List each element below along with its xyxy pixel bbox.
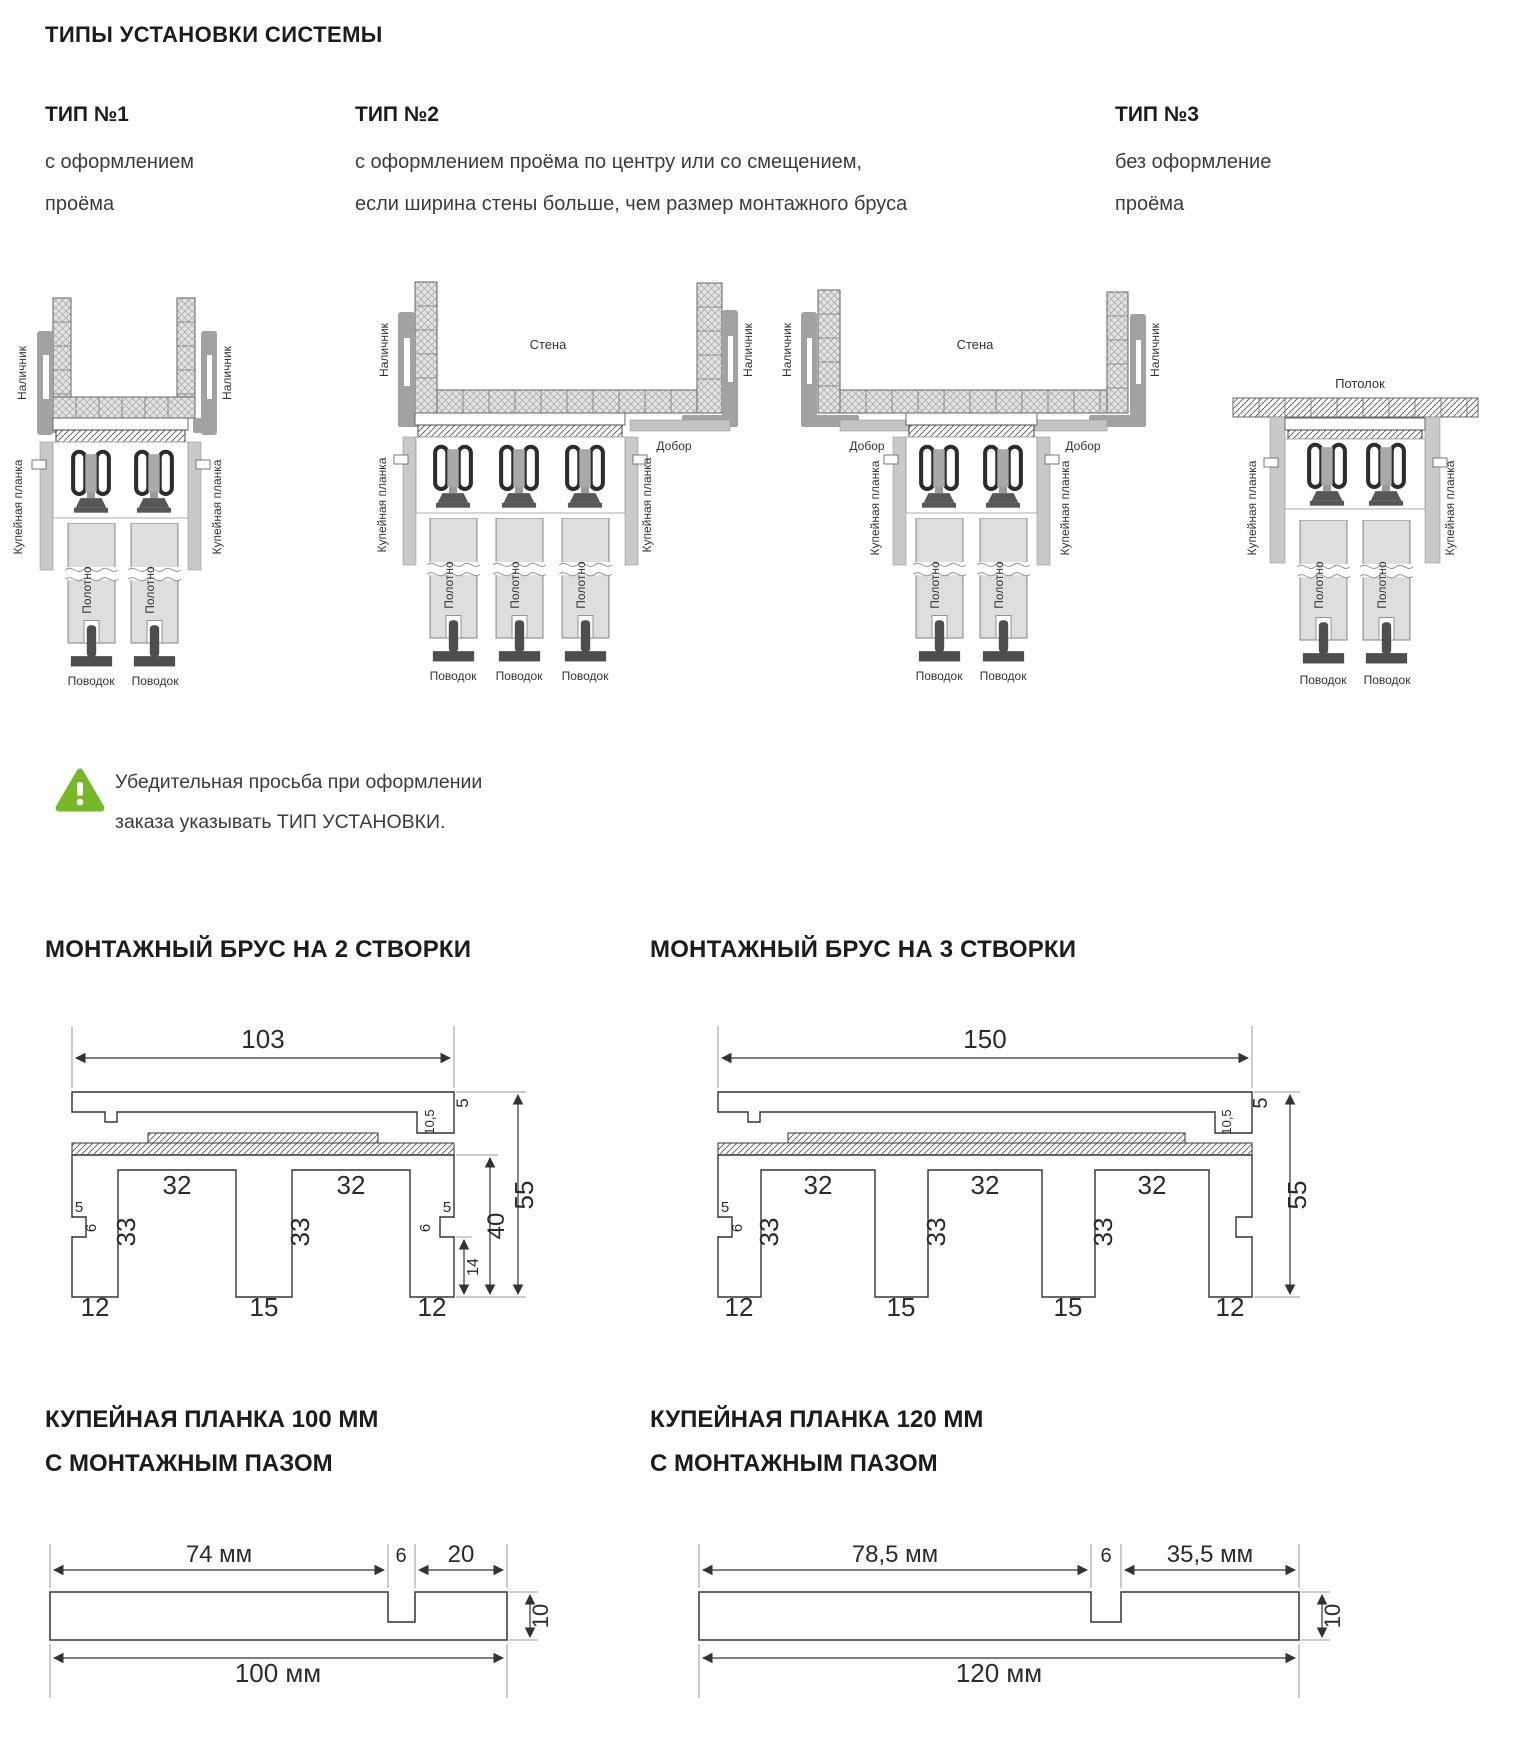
- plank-profile: [50, 1592, 507, 1640]
- track-assembly: [884, 413, 1059, 565]
- label-dobor: Добор: [656, 439, 692, 453]
- label-kupe-planka: Купейная планка: [375, 457, 389, 553]
- dim-seg2: 35,5 мм: [1166, 1541, 1254, 1568]
- dim-mid: 15: [249, 1292, 279, 1320]
- label-nalichnik: Наличник: [1148, 323, 1162, 377]
- warning-line-1: Убедительная просьба при оформлении: [115, 771, 483, 793]
- dimension-labels: [75, 1024, 539, 1320]
- label-kupe-planka: Купейная планка: [868, 460, 882, 556]
- dim-h55: 55: [509, 1180, 539, 1210]
- dim-groove: 6: [395, 1545, 407, 1567]
- plank-120-title-2: С МОНТАЖНЫМ ПАЗОМ: [650, 1450, 938, 1477]
- type-3-desc-1: без оформление: [1115, 151, 1272, 173]
- plank-100-title: [45, 1398, 378, 1486]
- diagram-type2-b: [775, 250, 1175, 690]
- dim-mid: 15: [1053, 1292, 1083, 1320]
- label-povodok: Поводок: [1363, 673, 1411, 687]
- dim-foot: 12: [417, 1292, 447, 1320]
- warning-line-2: заказа указывать ТИП УСТАНОВКИ.: [115, 811, 446, 833]
- dim-h55: 55: [1282, 1180, 1312, 1210]
- dim-groove: 6: [1100, 1545, 1112, 1567]
- plank-100-title-1: КУПЕЙНАЯ ПЛАНКА 100 ММ: [45, 1406, 379, 1433]
- beam-3-leaf-drawing: [630, 1010, 1320, 1320]
- dim-plate: 5: [453, 1098, 472, 1108]
- label-kupe-planka: Купейная планка: [1245, 460, 1259, 556]
- beam-2-leaf-drawing: [40, 1010, 540, 1320]
- dim-slot: 32: [970, 1170, 1000, 1200]
- plank-100-drawing: [30, 1530, 590, 1710]
- dim-depth: 33: [111, 1217, 141, 1247]
- label-kupe-planka: Купейная планка: [640, 457, 654, 553]
- plank-120-drawing: [620, 1530, 1350, 1710]
- dim-width: 150: [963, 1024, 1007, 1054]
- plank-120-title-1: КУПЕЙНАЯ ПЛАНКА 120 ММ: [650, 1406, 984, 1433]
- label-povodok: Поводок: [429, 669, 477, 683]
- type-2-block: [355, 103, 907, 225]
- type-2-name: ТИП №2: [355, 103, 439, 126]
- label-povodok: Поводок: [979, 669, 1027, 683]
- dim-total: 120 мм: [955, 1658, 1043, 1688]
- label-dobor: Добор: [849, 439, 885, 453]
- label-povodok: Поводок: [495, 669, 543, 683]
- type-1-desc-2: проёма: [45, 193, 115, 215]
- label-stena: Стена: [956, 337, 994, 352]
- dim-seg1: 78,5 мм: [851, 1541, 939, 1568]
- carriages: [435, 447, 603, 508]
- type-2-desc-1: с оформлением проёма по центру или со смещением,: [355, 151, 863, 173]
- label-povodok: Поводок: [67, 674, 115, 688]
- label-kupe-planka: Купейная планка: [11, 459, 25, 555]
- dim-depth: 33: [921, 1217, 951, 1247]
- label-povodok: Поводок: [561, 669, 609, 683]
- dim-notch-w: 5: [74, 1199, 84, 1216]
- dim-plate: 5: [1250, 1097, 1272, 1109]
- dim-mid: 15: [886, 1292, 916, 1320]
- plank-profile: [699, 1592, 1299, 1640]
- dim-notch-h: 6: [417, 1223, 434, 1233]
- label-povodok: Поводок: [915, 669, 963, 683]
- dim-slot: 32: [162, 1170, 192, 1200]
- label-kupe-planka: Купейная планка: [1443, 460, 1457, 556]
- warning-icon: [55, 768, 105, 814]
- type-3-desc-2: проёма: [1115, 193, 1185, 215]
- wall-masonry: [53, 298, 195, 418]
- wall-masonry: [415, 282, 722, 413]
- type-3-block: [1115, 103, 1271, 225]
- diagram-type2-a: [330, 250, 770, 690]
- dim-notch-w: 5: [720, 1199, 730, 1216]
- ceiling: [1233, 398, 1478, 417]
- label-nalichnik: Наличник: [780, 323, 794, 377]
- beam-notches: [714, 1217, 1256, 1237]
- label-polotno: Полотно: [928, 561, 942, 609]
- dim-width: 103: [241, 1024, 285, 1054]
- type-1-block: [45, 103, 194, 225]
- label-polotno: Полотно: [80, 566, 94, 614]
- label-kupe-planka: Купейная планка: [210, 459, 224, 555]
- warning-block: [55, 762, 595, 842]
- label-kupe-planka: Купейная планка: [1058, 460, 1072, 556]
- dim-foot: 12: [80, 1292, 110, 1320]
- dim-notch-w: 5: [442, 1199, 452, 1216]
- dim-depth: 33: [1088, 1217, 1118, 1247]
- label-nalichnik: Наличник: [377, 323, 391, 377]
- dim-slot: 32: [1137, 1170, 1167, 1200]
- label-polotno: Полотно: [1312, 561, 1326, 609]
- dim-notch-h: 6: [729, 1223, 746, 1233]
- label-povodok: Поводок: [1299, 673, 1347, 687]
- type-2-desc-2: если ширина стены больше, чем размер монтажного бруса: [355, 193, 908, 215]
- dim-thick: 10: [1320, 1603, 1345, 1629]
- label-dobor: Добор: [1065, 439, 1101, 453]
- dim-depth: 33: [285, 1217, 315, 1247]
- dim-h40: 40: [483, 1212, 510, 1240]
- label-polotno: Полотно: [143, 566, 157, 614]
- plank-100-title-2: С МОНТАЖНЫМ ПАЗОМ: [45, 1450, 333, 1477]
- dobor-strip: [630, 420, 730, 431]
- type-1-desc-1: с оформлением: [45, 151, 195, 173]
- dim-thick: 10: [528, 1603, 553, 1629]
- label-nalichnik: Наличник: [220, 346, 234, 400]
- track-assembly: [32, 418, 210, 570]
- diagram-type1: [10, 255, 260, 690]
- label-polotno: Полотно: [442, 561, 456, 609]
- dim-slot: 32: [803, 1170, 833, 1200]
- dim-foot: 12: [1215, 1292, 1245, 1320]
- dim-foot: 12: [724, 1292, 754, 1320]
- label-polotno: Полотно: [1375, 561, 1389, 609]
- dim-step: 10,5: [422, 1109, 437, 1135]
- type-3-name: ТИП №3: [1115, 103, 1199, 126]
- dim-seg2: 20: [447, 1541, 475, 1568]
- dim-seg1: 74 мм: [185, 1541, 253, 1568]
- track-assembly: [1264, 417, 1447, 563]
- label-polotno: Полотно: [992, 561, 1006, 609]
- label-nalichnik: Наличник: [741, 323, 755, 377]
- label-stena: Стена: [529, 337, 567, 352]
- dim-depth: 33: [754, 1217, 784, 1247]
- page-title: ТИПЫ УСТАНОВКИ СИСТЕМЫ: [45, 22, 383, 47]
- label-potolok: Потолок: [1335, 376, 1385, 391]
- dim-h14: 14: [465, 1258, 482, 1276]
- dim-slot: 32: [336, 1170, 366, 1200]
- diagram-type3: [1228, 330, 1523, 692]
- label-povodok: Поводок: [131, 674, 179, 688]
- dim-step: 10,5: [1219, 1109, 1234, 1135]
- beam-3-title: МОНТАЖНЫЙ БРУС НА 3 СТВОРКИ: [650, 936, 1077, 963]
- dobor-strip: [1030, 420, 1107, 431]
- dim-notch-h: 6: [83, 1223, 100, 1233]
- label-polotno: Полотно: [508, 561, 522, 609]
- type-1-name: ТИП №1: [45, 103, 129, 126]
- plank-120-title: [650, 1398, 983, 1486]
- beam-profile: [72, 1092, 454, 1297]
- label-polotno: Полотно: [574, 561, 588, 609]
- label-nalichnik: Наличник: [15, 346, 29, 400]
- dim-total: 100 мм: [234, 1658, 322, 1688]
- beam-2-title: МОНТАЖНЫЙ БРУС НА 2 СТВОРКИ: [45, 936, 472, 963]
